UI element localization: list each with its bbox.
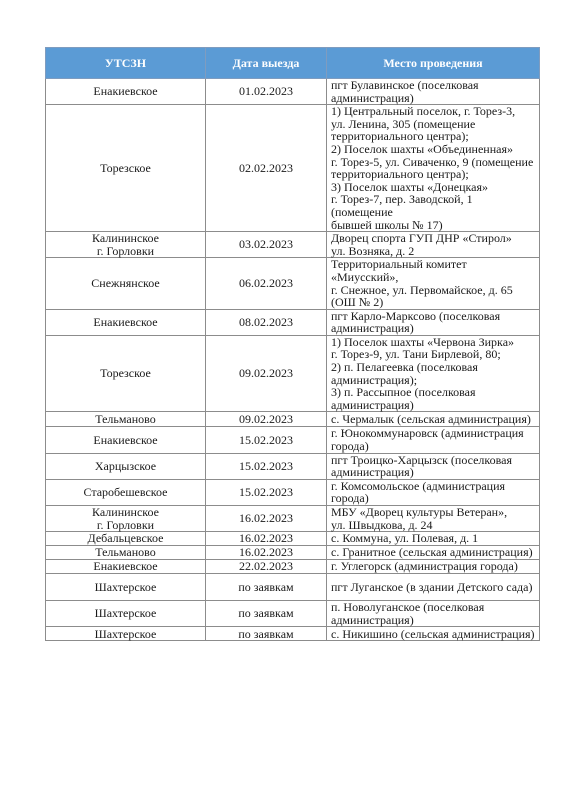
utszn-line: Калининское <box>92 231 159 246</box>
place-line: 2) Поселок шахты «Объединенная» <box>331 141 513 156</box>
cell-place <box>327 574 540 601</box>
place-line: с. Коммуна, ул. Полевая, д. 1 <box>331 531 479 546</box>
cell-date: 16.02.2023 <box>206 532 327 546</box>
cell-utszn <box>46 79 206 105</box>
place-line: бывшей школы № 17) <box>331 217 443 232</box>
header-utszn: УТСЗН <box>46 48 206 79</box>
table-row <box>46 546 540 560</box>
place-line: пгт Булавинское (поселковая <box>331 78 479 92</box>
utszn-line: Тельманово <box>95 545 156 560</box>
table-row <box>46 79 540 105</box>
cell-place <box>327 105 540 232</box>
cell-place <box>327 335 540 412</box>
place-line: п. Новолуганское (поселковая <box>331 600 485 615</box>
cell-date: 02.02.2023 <box>206 105 327 232</box>
cell-utszn <box>46 453 206 479</box>
utszn-line: Енакиевское <box>93 84 158 99</box>
cell-place <box>327 479 540 505</box>
header-row <box>46 48 540 79</box>
utszn-line: Дебальцевское <box>87 531 164 546</box>
table-row <box>46 574 540 601</box>
place-line: пгт Карло-Марксово (поселковая <box>331 308 501 323</box>
cell-utszn <box>46 232 206 258</box>
place-line: г. Углегорск (администрация города) <box>331 559 518 574</box>
place-line: Дворец спорта ГУП ДНР «Стирол» <box>331 231 512 246</box>
header-date: Дата выезда <box>206 48 327 79</box>
table-row <box>46 506 540 532</box>
table-row <box>46 232 540 258</box>
place-line: администрация); <box>331 372 418 387</box>
table-row <box>46 105 540 232</box>
utszn-line: Енакиевское <box>93 559 158 574</box>
cell-date: 15.02.2023 <box>206 453 327 479</box>
cell-utszn <box>46 601 206 627</box>
cell-place <box>327 546 540 560</box>
place-line: с. Никишино (сельская администрация) <box>331 626 535 641</box>
place-line: г. Торез-5, ул. Сиваченко, 9 (помещение <box>331 154 534 169</box>
cell-utszn <box>46 532 206 546</box>
utszn-line: Тельманово <box>95 412 156 427</box>
schedule-table <box>45 47 540 641</box>
cell-date: по заявкам <box>206 574 327 601</box>
place-line: 3) п. Рассыпное (поселковая <box>331 385 476 400</box>
cell-place <box>327 309 540 335</box>
place-line: г. Торез-7, пер. Заводской, 1 (помещение <box>331 192 473 219</box>
cell-utszn <box>46 309 206 335</box>
utszn-line: г. Горловки <box>96 517 155 532</box>
place-line: с. Гранитное (сельская администрация) <box>331 545 533 560</box>
place-line: с. Чермалык (сельская администрация) <box>331 412 531 427</box>
place-line: г. Снежное, ул. Первомайское, д. 65 <box>331 282 513 297</box>
cell-utszn <box>46 627 206 641</box>
utszn-line: Торезское <box>100 366 151 381</box>
utszn-line: Торезское <box>100 160 151 175</box>
table-row <box>46 412 540 427</box>
place-line: 1) Центральный поселок, г. Торез-3, <box>331 104 516 119</box>
table-row <box>46 453 540 479</box>
cell-utszn <box>46 335 206 412</box>
cell-date: 22.02.2023 <box>206 560 327 574</box>
table-row <box>46 335 540 412</box>
cell-place <box>327 532 540 546</box>
place-line: пгт Троицко-Харцызск (поселковая <box>331 452 512 467</box>
utszn-line: г. Горловки <box>96 243 155 258</box>
place-line: Территориальный комитет «Миусский», <box>331 257 467 284</box>
cell-date: 15.02.2023 <box>206 479 327 505</box>
cell-utszn <box>46 479 206 505</box>
cell-utszn <box>46 105 206 232</box>
table-row <box>46 479 540 505</box>
cell-date: 15.02.2023 <box>206 427 327 453</box>
table-row <box>46 627 540 641</box>
cell-utszn <box>46 546 206 560</box>
table-row <box>46 532 540 546</box>
table-row <box>46 601 540 627</box>
utszn-line: Калининское <box>92 505 159 519</box>
place-line: ул. Возняка, д. 2 <box>331 243 415 258</box>
cell-place <box>327 506 540 532</box>
place-line: администрация) <box>331 321 414 336</box>
cell-utszn <box>46 412 206 427</box>
document-page <box>45 47 539 641</box>
cell-date: 09.02.2023 <box>206 335 327 412</box>
utszn-line: Снежнянское <box>91 276 160 291</box>
cell-date: 03.02.2023 <box>206 232 327 258</box>
table-row <box>46 427 540 453</box>
place-line: (ОШ № 2) <box>331 295 384 310</box>
place-line: ул. Ленина, 305 (помещение <box>331 116 476 131</box>
cell-place <box>327 560 540 574</box>
cell-date: 01.02.2023 <box>206 79 327 105</box>
cell-date: 16.02.2023 <box>206 506 327 532</box>
cell-utszn <box>46 258 206 309</box>
cell-utszn <box>46 560 206 574</box>
cell-date: 16.02.2023 <box>206 546 327 560</box>
table-body <box>46 79 540 641</box>
cell-utszn <box>46 427 206 453</box>
place-line: территориального центра); <box>331 167 469 182</box>
cell-place <box>327 258 540 309</box>
place-line: администрация) <box>331 465 414 480</box>
cell-date: по заявкам <box>206 627 327 641</box>
cell-date: 08.02.2023 <box>206 309 327 335</box>
place-line: администрация) <box>331 90 414 105</box>
cell-utszn <box>46 574 206 601</box>
cell-utszn <box>46 506 206 532</box>
utszn-line: Енакиевское <box>93 432 158 447</box>
place-line: 1) Поселок шахты «Червона Зирка» <box>331 334 515 349</box>
place-line: территориального центра); <box>331 129 469 144</box>
cell-place <box>327 627 540 641</box>
cell-date: 09.02.2023 <box>206 412 327 427</box>
utszn-line: Шахтерское <box>94 606 157 621</box>
place-line: ул. Швыдкова, д. 24 <box>331 517 433 532</box>
table-row <box>46 258 540 309</box>
place-line: администрация) <box>331 397 414 412</box>
header-place: Место проведения <box>327 48 540 79</box>
cell-place <box>327 453 540 479</box>
utszn-line: Енакиевское <box>93 314 158 329</box>
place-line: г. Юнокоммунаровск (администрация <box>331 426 524 441</box>
place-line: города) <box>331 439 369 454</box>
cell-place <box>327 601 540 627</box>
place-line: пгт Луганское (в здании Детского сада) <box>331 579 533 594</box>
cell-place <box>327 79 540 105</box>
cell-place <box>327 412 540 427</box>
utszn-line: Шахтерское <box>94 626 157 641</box>
place-line: 2) п. Пелагеевка (поселковая <box>331 360 478 375</box>
table-header <box>46 48 540 79</box>
cell-date: 06.02.2023 <box>206 258 327 309</box>
table-row <box>46 309 540 335</box>
place-line: г. Комсомольское (администрация города) <box>331 478 506 506</box>
utszn-line: Харцызское <box>94 458 157 473</box>
place-line: МБУ «Дворец культуры Ветеран», <box>331 505 508 519</box>
utszn-line: Старобешевское <box>83 485 168 500</box>
utszn-line: Шахтерское <box>94 579 157 594</box>
cell-place <box>327 427 540 453</box>
place-line: г. Торез-9, ул. Тани Бирлевой, 80; <box>331 347 501 362</box>
cell-place <box>327 232 540 258</box>
place-line: 3) Поселок шахты «Донецкая» <box>331 179 489 194</box>
table-row <box>46 560 540 574</box>
cell-date: по заявкам <box>206 601 327 627</box>
place-line: администрация) <box>331 612 414 627</box>
